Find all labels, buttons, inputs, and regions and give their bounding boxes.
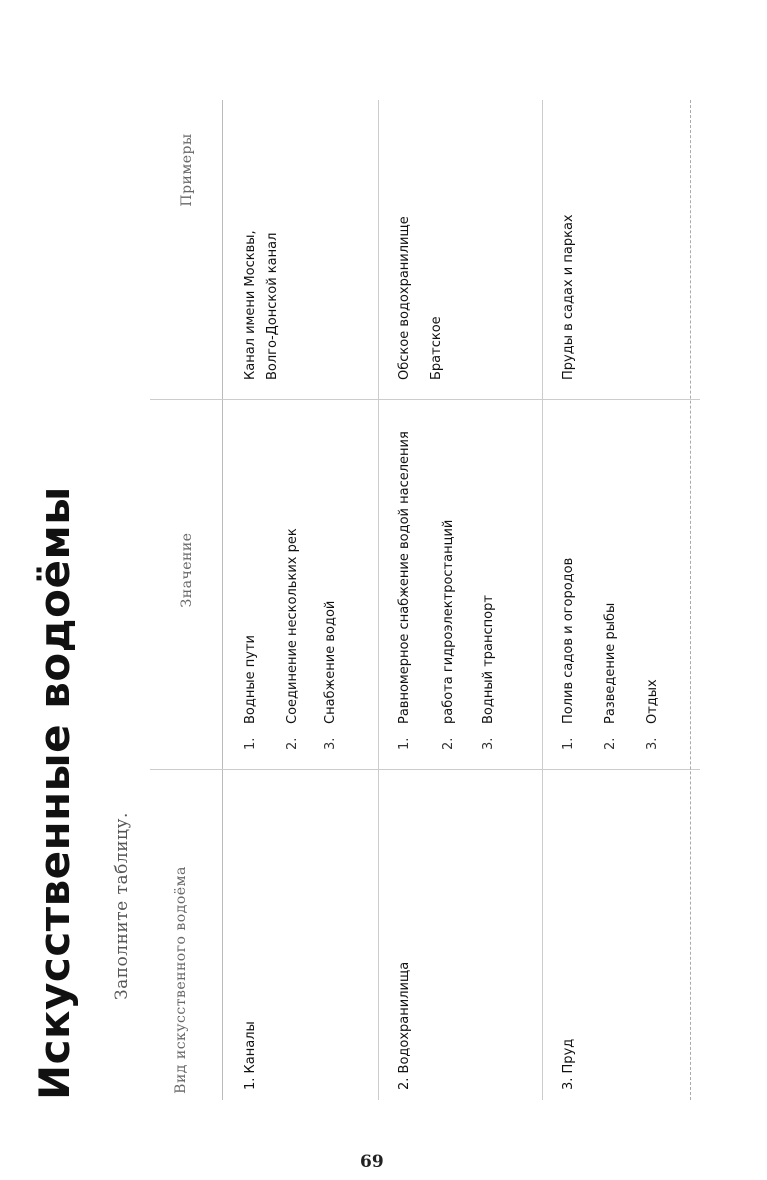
- column-divider-2: [150, 399, 700, 400]
- item-number: 2.: [603, 737, 618, 750]
- row-2-kind: 2. Водохранилища: [397, 961, 412, 1090]
- row-2-example-1: Обское водохранилище: [397, 216, 412, 380]
- item-text: Соединение нескольких рек: [285, 528, 300, 724]
- item-number: 2.: [441, 737, 456, 750]
- item-number: 1.: [243, 737, 258, 750]
- header-rule: [222, 100, 223, 1100]
- row-1-meaning-3: [322, 601, 340, 750]
- water-bodies-table: [150, 100, 700, 1100]
- item-number: 1.: [397, 737, 412, 750]
- row-2-meaning-3: [480, 595, 498, 750]
- item-text: Отдых: [645, 679, 660, 724]
- item-text: работа гидроэлектростанций: [441, 519, 456, 724]
- row-2-meaning-1: [396, 431, 414, 750]
- header-meaning: Значение: [179, 532, 195, 608]
- page-number: 69: [360, 1152, 384, 1172]
- row-2-meaning-2: [440, 520, 458, 750]
- item-number: 3.: [481, 737, 496, 750]
- row-divider-2: [542, 100, 543, 1100]
- item-text: Равномерное снабжение водой населения: [397, 431, 412, 724]
- item-text: Полив садов и огородов: [561, 557, 576, 724]
- row-3-meaning-1: [560, 558, 578, 750]
- row-3-example-1: Пруды в садах и парках: [561, 214, 576, 380]
- item-text: Водные пути: [243, 635, 258, 724]
- item-text: Водный транспорт: [481, 595, 496, 724]
- item-text: Снабжение водой: [323, 600, 338, 724]
- header-examples: Примеры: [179, 133, 195, 207]
- row-1-meaning-2: [284, 528, 302, 750]
- row-3-kind: 3. Пруд: [561, 1038, 576, 1090]
- row-3-meaning-2: [602, 603, 620, 750]
- item-number: 3.: [645, 737, 660, 750]
- item-number: 1.: [561, 737, 576, 750]
- instruction-text: Заполните таблицу.: [112, 812, 132, 1000]
- row-1-kind: 1. Каналы: [243, 1021, 258, 1090]
- header-kind: Вид искусственного водоёма: [173, 866, 189, 1094]
- row-3-meaning-3: [644, 679, 662, 750]
- row-1-example-2: Волго-Донской канал: [265, 232, 280, 380]
- item-number: 3.: [323, 737, 338, 750]
- bottom-rule: [690, 100, 692, 1100]
- item-number: 2.: [285, 737, 300, 750]
- row-1-example-1: Канал имени Москвы,: [243, 230, 258, 380]
- row-1-meaning-1: [242, 635, 260, 750]
- row-2-example-2: Братское: [429, 316, 444, 380]
- page-title: Искусственные водоёмы: [30, 486, 79, 1100]
- row-divider-1: [378, 100, 379, 1100]
- item-text: Разведение рыбы: [603, 602, 618, 724]
- column-divider-1: [150, 769, 700, 770]
